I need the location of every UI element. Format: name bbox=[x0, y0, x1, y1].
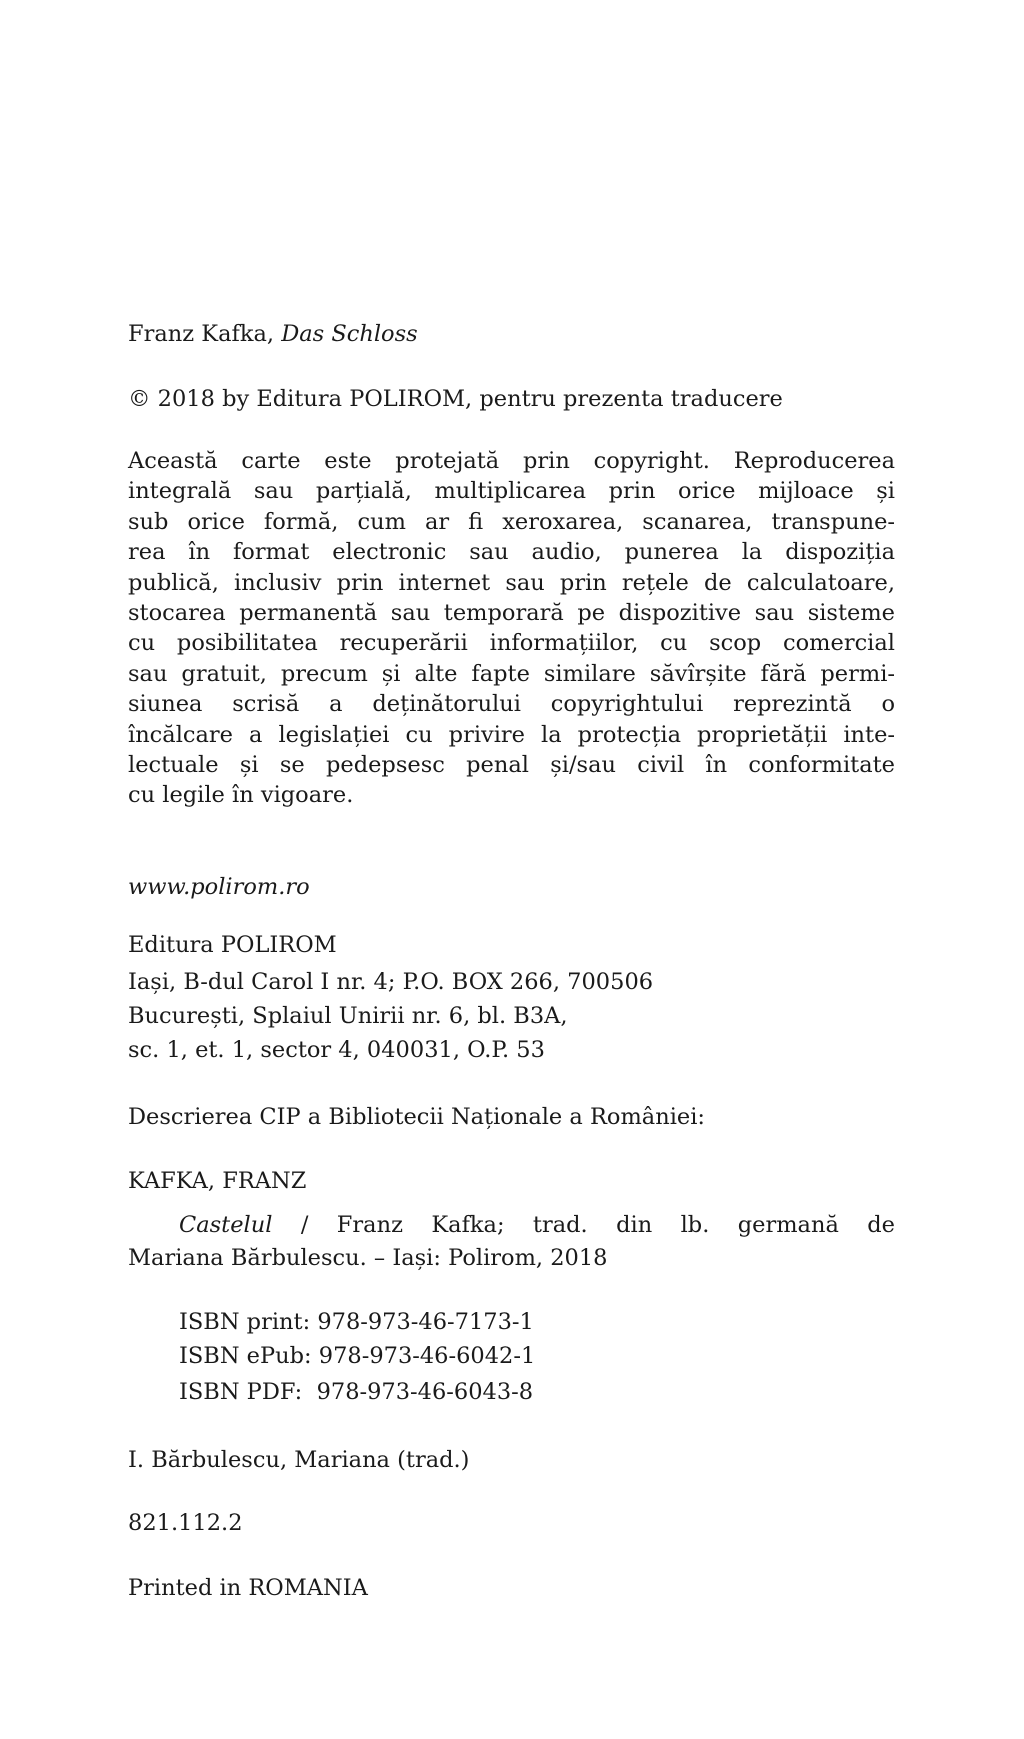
notice-line: integrală sau parțială, multiplicarea prin orice mijloace și bbox=[128, 478, 895, 505]
cip-title: Castelul bbox=[179, 1212, 273, 1238]
notice-line: publică, inclusiv prin internet sau prin rețele de calculatoare, bbox=[128, 569, 895, 596]
isbn-label: ISBN ePub: bbox=[179, 1343, 312, 1369]
notice-line: Această carte este protejată prin copyright. Reproducerea bbox=[128, 448, 895, 474]
cip-statement-cont: Mariana Bărbulescu. – Iași: Polirom, 2018 bbox=[128, 1245, 608, 1271]
isbn-pdf bbox=[179, 1377, 533, 1407]
isbn-epub bbox=[179, 1341, 535, 1371]
isbn-value: 978-973-46-6043-8 bbox=[316, 1379, 534, 1405]
isbn-value: 978-973-46-6042-1 bbox=[318, 1343, 536, 1369]
notice-line: cu posibilitatea recuperării informațiilor, cu scop comercial bbox=[128, 630, 895, 657]
notice-line: încălcare a legislației cu privire la protecția proprietății inte- bbox=[128, 721, 895, 748]
isbn-print bbox=[179, 1307, 534, 1337]
notice-line: siunea scrisă a deținătorului copyrightului reprezintă o bbox=[128, 691, 895, 718]
printed-in: Printed in ROMANIA bbox=[128, 1575, 368, 1601]
notice-line: sub orice formă, cum ar fi xeroxarea, scanarea, transpune- bbox=[128, 508, 895, 535]
website-link[interactable] bbox=[128, 872, 310, 902]
cip-statement: / Franz Kafka; trad. din lb. germană de bbox=[272, 1212, 895, 1238]
publisher-address-1: Iași, B-dul Carol I nr. 4; P.O. BOX 266, 700506 bbox=[128, 969, 654, 995]
cip-author: KAFKA, FRANZ bbox=[128, 1168, 307, 1194]
copyright-line: © 2018 by Editura POLIROM, pentru prezenta traducere bbox=[128, 386, 783, 412]
website-text[interactable]: www.polirom.ro bbox=[128, 874, 310, 900]
publisher-address-3: sc. 1, et. 1, sector 4, 040031, O.P. 53 bbox=[128, 1037, 545, 1063]
isbn-label: ISBN PDF: bbox=[179, 1379, 303, 1405]
cip-title-line bbox=[128, 1210, 895, 1240]
isbn-label: ISBN print: bbox=[179, 1309, 311, 1335]
notice-line: lectuale și se pedepsesc penal și/sau civil în conformitate bbox=[128, 752, 895, 778]
isbn-value: 978-973-46-7173-1 bbox=[317, 1309, 534, 1335]
notice-line: rea în format electronic sau audio, punerea la dispoziția bbox=[128, 539, 895, 566]
translator-entry: I. Bărbulescu, Mariana (trad.) bbox=[128, 1447, 470, 1473]
classification: 821.112.2 bbox=[128, 1510, 243, 1536]
original-title-line bbox=[128, 319, 418, 349]
author: Franz Kafka, bbox=[128, 321, 275, 347]
cip-heading: Descrierea CIP a Bibliotecii Naționale a României: bbox=[128, 1104, 705, 1130]
notice-line: cu legile în vigoare. bbox=[128, 782, 354, 809]
notice-line: sau gratuit, precum și alte fapte similare săvîrșite fără permi- bbox=[128, 660, 895, 687]
original-title: Das Schloss bbox=[281, 321, 418, 347]
publisher-name: Editura POLIROM bbox=[128, 932, 337, 958]
publisher-address-2: București, Splaiul Unirii nr. 6, bl. B3A, bbox=[128, 1003, 568, 1029]
notice-line: stocarea permanentă sau temporară pe dispozitive sau sisteme bbox=[128, 600, 895, 626]
